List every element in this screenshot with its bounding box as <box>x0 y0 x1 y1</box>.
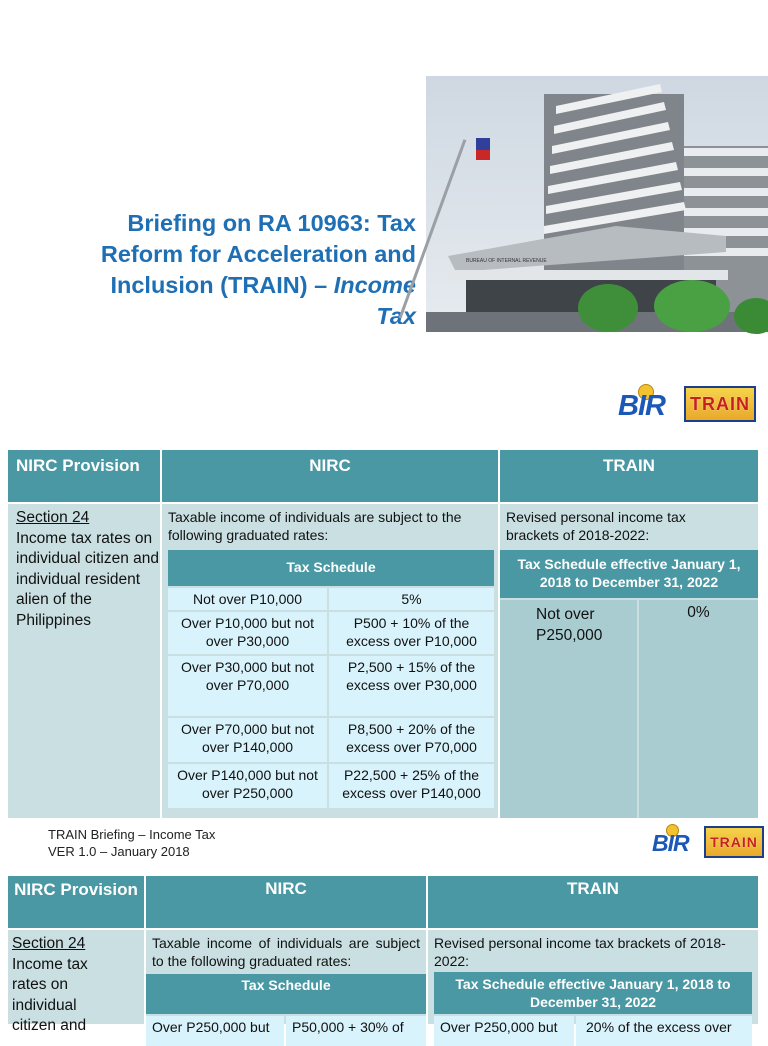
footer-line-2: VER 1.0 – January 2018 <box>48 844 190 859</box>
provision-text: Income tax rates on individual citizen and <box>12 955 88 1034</box>
title-line-2: Reform for Acceleration and <box>100 241 416 267</box>
provision-text: Income tax rates on individual citizen and individual resident alien of the Philippines <box>16 529 160 629</box>
title-line-3-text: Inclusion (TRAIN) – <box>110 272 334 298</box>
nirc-row-3-rate: P2,500 + 15% of the excess over P30,000 <box>329 656 494 716</box>
nirc-row-1-bracket: Not over P10,000 <box>168 588 327 610</box>
bir-logo <box>616 386 686 422</box>
nirc-partial-bracket: Over P250,000 but <box>146 1016 284 1046</box>
building-sign-text: BUREAU OF INTERNAL REVENUE <box>466 258 547 264</box>
train-schedule-title: Tax Schedule effective January 1, 2018 to December 31, 2022 <box>500 550 758 598</box>
nirc-partial-rate: P50,000 + 30% of <box>286 1016 426 1046</box>
header-train: TRAIN <box>567 879 619 898</box>
title-line-1: Briefing on RA 10963: Tax <box>127 210 416 236</box>
header-nirc: NIRC <box>309 456 351 475</box>
nirc-row-1-rate: 5% <box>329 588 494 610</box>
nirc-row-2-bracket: Over P10,000 but not over P30,000 <box>168 612 327 654</box>
nirc-cell <box>146 930 426 1035</box>
header-nirc-provision: NIRC Provision <box>16 456 140 475</box>
nirc-cell <box>162 504 498 818</box>
title-line-3 <box>24 270 416 301</box>
train-partial-rate: 20% of the excess over <box>576 1016 752 1046</box>
provision-section: Section 24 <box>12 935 86 952</box>
provision-section: Section 24 <box>16 509 90 526</box>
nirc-intro: Taxable income of individuals are subject to the following graduated rates: <box>168 509 462 543</box>
nirc-schedule-title: Tax Schedule <box>146 974 426 1014</box>
train-intro: Revised personal income tax brackets of 2018-2022: <box>506 509 686 543</box>
header-train: TRAIN <box>603 456 655 475</box>
nirc-row-4-rate: P8,500 + 20% of the excess over P70,000 <box>329 718 494 762</box>
slide-title <box>24 208 416 332</box>
train-cell <box>428 930 758 1035</box>
title-line-3-italic: Income <box>333 272 416 298</box>
nirc-row-5-rate: P22,500 + 25% of the excess over P140,000 <box>329 764 494 808</box>
bir-building-photo <box>426 76 768 332</box>
bir-wordmark: BIR <box>652 830 689 856</box>
title-line-4: Tax <box>376 303 416 329</box>
train-partial-bracket: Over P250,000 but <box>434 1016 574 1046</box>
train-row-1-rate: 0% <box>639 600 758 818</box>
nirc-row-4-bracket: Over P70,000 but not over P140,000 <box>168 718 327 762</box>
nirc-intro: Taxable income of individuals are subject to the following graduated rates: <box>152 935 420 969</box>
slide-footer <box>48 826 215 860</box>
train-logo: TRAIN <box>684 386 756 422</box>
train-intro: Revised personal income tax brackets of 2018-2022: <box>434 935 726 969</box>
train-cell <box>500 504 758 818</box>
train-schedule-title: Tax Schedule effective January 1, 2018 to December 31, 2022 <box>434 972 752 1014</box>
provision-cell <box>8 504 160 818</box>
header-nirc-provision: NIRC Provision <box>14 880 138 899</box>
nirc-row-3-bracket: Over P30,000 but not over P70,000 <box>168 656 327 716</box>
comparison-table-1 <box>8 450 758 818</box>
provision-cell <box>8 930 144 1034</box>
header-nirc: NIRC <box>265 879 307 898</box>
bir-train-logo <box>616 386 756 422</box>
train-row-1-bracket: Not over P250,000 <box>500 600 637 818</box>
nirc-row-5-bracket: Over P140,000 but not over P250,000 <box>168 764 327 808</box>
nirc-row-2-rate: P500 + 10% of the excess over P10,000 <box>329 612 494 654</box>
bir-train-logo-small <box>650 826 764 858</box>
bir-logo-small <box>650 826 704 858</box>
bir-wordmark: BIR <box>618 390 665 422</box>
building-illustration <box>426 76 768 332</box>
footer-line-1: TRAIN Briefing – Income Tax <box>48 827 216 842</box>
comparison-table-2 <box>8 876 758 1035</box>
nirc-schedule-title: Tax Schedule <box>168 550 494 586</box>
train-logo-small: TRAIN <box>704 826 764 858</box>
